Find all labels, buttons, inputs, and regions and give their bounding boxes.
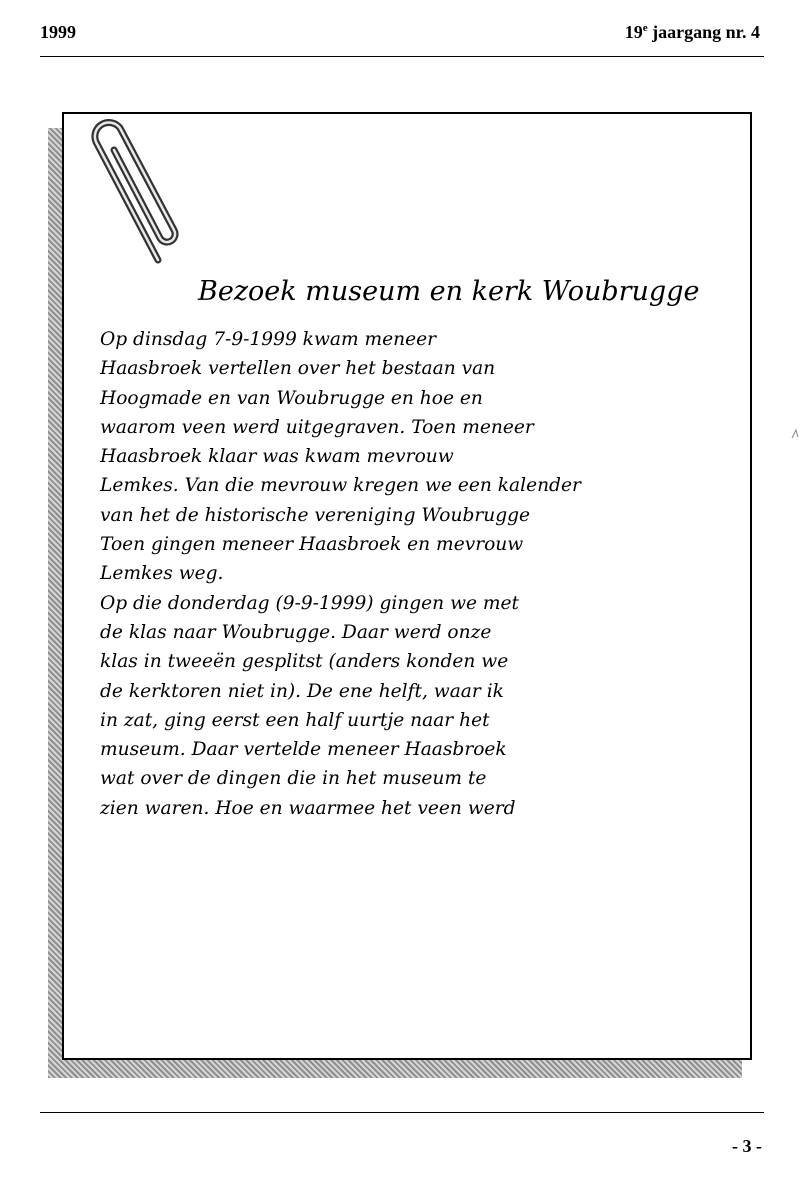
volume-number: 19 bbox=[624, 22, 643, 42]
volume-label: jaargang nr. 4 bbox=[647, 22, 760, 42]
page-number: - 3 - bbox=[732, 1136, 762, 1156]
body-line: Op die donderdag (9-9-1999) gingen we met bbox=[100, 592, 520, 614]
title-line: Bezoek museum bbox=[198, 276, 422, 307]
body-line: in zat, ging eerst een half uurtje naar het bbox=[100, 709, 490, 731]
body-line: Haasbroek vertellen over het bestaan van bbox=[100, 358, 496, 380]
body-line: Haasbroek klaar was kwam mevrouw bbox=[100, 446, 454, 468]
body-line: waarom veen werd uitgegraven. Toen meneer bbox=[100, 416, 534, 438]
letter-title bbox=[198, 275, 728, 309]
body-line: Op dinsdag 7-9-1999 kwam meneer bbox=[100, 329, 436, 350]
body-line: museum. Daar vertelde meneer Haasbroek bbox=[100, 739, 507, 761]
body-line: Lemkes weg. bbox=[100, 563, 224, 585]
header-rule bbox=[40, 56, 764, 57]
body-line: de klas naar Woubrugge. Daar werd onze bbox=[100, 621, 492, 643]
footer-rule bbox=[40, 1112, 764, 1113]
body-line: Hoogmade en van Woubrugge en hoe en bbox=[100, 387, 483, 409]
body-line: Toen gingen meneer Haasbroek en mevrouw bbox=[100, 534, 524, 556]
body-line: klas in tweeën gesplitst (anders konden we bbox=[100, 651, 509, 673]
volume-ordinal: e bbox=[642, 22, 648, 34]
paperclip-icon bbox=[78, 100, 184, 270]
body-line: Lemkes. Van die mevrouw kregen we een kalender bbox=[100, 475, 581, 497]
body-line: van het de historische vereniging Woubrugge bbox=[100, 504, 531, 526]
title-line: en kerk Woubrugge bbox=[429, 276, 700, 307]
letter-body bbox=[100, 325, 728, 823]
handwritten-letter bbox=[88, 275, 728, 823]
body-line: wat over de dingen die in het museum te bbox=[100, 768, 487, 790]
header-year: 1999 bbox=[40, 22, 76, 42]
body-line: zien waren. Hoe en waarmee het veen werd bbox=[100, 797, 516, 819]
stray-pencil-mark bbox=[790, 428, 800, 440]
body-line: de kerktoren niet in). De ene helft, waar ik bbox=[100, 680, 504, 702]
header-volume bbox=[625, 22, 760, 43]
